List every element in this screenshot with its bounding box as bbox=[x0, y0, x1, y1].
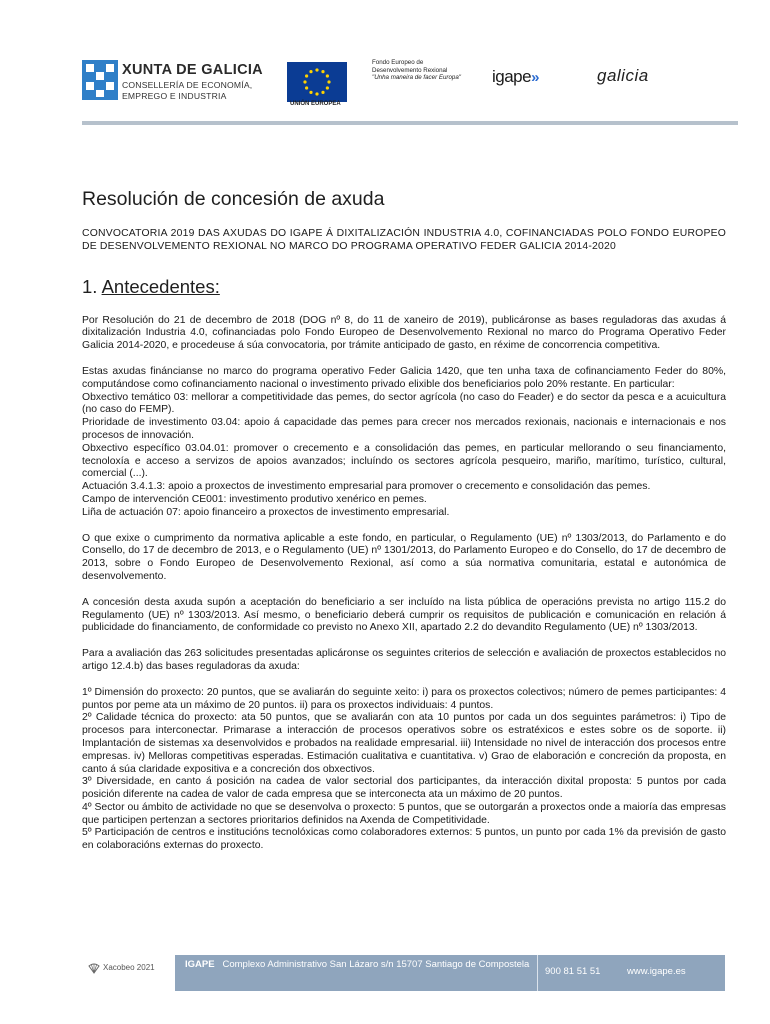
section-title-text: Antecedentes: bbox=[101, 275, 220, 297]
financing-block bbox=[82, 366, 726, 520]
financing-line: Estas axudas fináncianse no marco do programa operativo Feder Galicia 1420, que ten unha taxa de cofinanciamento Feder do 80%, computándose como cofinanciamento nacional o investimento privado elixible dos beneficiarios polo 20% restante. En particular: bbox=[82, 365, 726, 390]
eu-star-icon bbox=[326, 86, 329, 89]
feder-logo-text bbox=[372, 59, 461, 82]
footer-separator bbox=[537, 955, 538, 991]
financing-line: Campo de intervención CE001: investimento produtivo xenérico en pemes. bbox=[82, 493, 427, 505]
eu-stars-icon bbox=[287, 62, 347, 102]
xacobeo-shell-icon bbox=[88, 962, 100, 974]
document-body bbox=[82, 188, 726, 853]
paragraph-evaluation: Para a avaliación das 263 solicitudes presentadas aplicáronse os seguintes criterios de selección e avaliación de proxectos establecidos no artigo 12.4.b) das bases reguladoras da axuda: bbox=[82, 648, 726, 672]
document-title: Resolución de concesión de axuda bbox=[82, 188, 385, 210]
xunta-dept-line-1: CONSELLERÍA DE ECONOMÍA, bbox=[122, 80, 253, 90]
xunta-dept-line-2: EMPREGO E INDUSTRIA bbox=[122, 91, 227, 101]
eu-star-icon bbox=[321, 70, 324, 73]
section-heading bbox=[82, 276, 726, 298]
criteria-item: 4º Sector ou ámbito de actividade no que se desenvolva o proxecto: 5 puntos, que se outorgarán a proxectos onde a maioría das empresas que participen pertenzan a sectores prioritarios definidos na Axenda de Competitividade. bbox=[82, 801, 726, 826]
footer-address bbox=[185, 958, 535, 973]
eu-star-icon bbox=[327, 80, 330, 83]
paragraph-resolution: Por Resolución do 21 de decembro de 2018 (DOG nº 8, do 11 de xaneiro de 2019), publicáronse as bases reguladoras das axudas á dixitalización Industria 4.0, cofinanciadas polo Fondo Europeo de Desenvolvemento Rexional no marco do Programa Operativo Feder Galicia 2014-2020, e procedeuse á súa convocatoria, por trámite anticipado de gasto, en réxime de concorrencia competitiva. bbox=[82, 314, 726, 352]
igape-logo-text: igape bbox=[492, 67, 532, 86]
feder-line-2: Desenvolvemento Rexional bbox=[372, 66, 448, 74]
eu-star-icon bbox=[303, 80, 306, 83]
igape-chevron-icon: » bbox=[531, 69, 539, 86]
footer-contact-band bbox=[175, 955, 725, 991]
criteria-item: 1º Dimensión do proxecto: 20 puntos, que se avaliarán do seguinte xeito: i) para os proxectos colectivos; número de pemes participantes: 4 puntos por peme ata un máximo de 20 puntos. ii) para os proxectos individuais: 4 puntos. bbox=[82, 686, 726, 711]
financing-line: Obxectivo específico 03.04.01: promover o crecemento e a consolidación das pemes, en particular mellorando o seu financiamento, tecnoloxía e acceso a servizos de apoios avanzados; incluíndo os sectores agrícola pesqueiro, mariño, marítimo, turístico, cultural, comercial (...). bbox=[82, 442, 726, 480]
financing-line: Prioridade de investimento 03.04: apoio á capacidade das pemes para crecer nos mercados rexionais, nacionais e internacionais e nos procesos de innovación. bbox=[82, 417, 726, 441]
financing-line: Actuación 3.4.1.3: apoio a proxectos de investimento empresarial para promover o crecemento e consolidación das pemes. bbox=[82, 481, 651, 493]
paragraph-publicity: A concesión desta axuda supón a aceptación do beneficiario a ser incluído na lista pública de operacións prevista no artigo 115.2 do Regulamento (UE) nº 1303/2013. Así mesmo, o beneficiario deberá cumprir os requisitos de publicación e comunicación en relación á publicidade do financiamento, de conformidade co previsto no Anexo XII, apartado 2.2 do devandito Regulamento (UE) nº 1303/2013. bbox=[82, 596, 726, 634]
xunta-name: XUNTA DE GALICIA bbox=[122, 62, 263, 78]
footer-igape-label: IGAPE bbox=[185, 959, 215, 970]
convocatoria-heading: CONVOCATORIA 2019 DAS AXUDAS DO IGAPE Á DIXITALIZACIÓN INDUSTRIA 4.0, COFINANCIADAS POLO FONDO EUROPEO DE DESENVOLVEMENTO REXIONAL NO MARCO DO PROGRAMA OPERATIVO FEDER GALICIA 2014-2020 bbox=[82, 228, 726, 252]
xacobeo-text: Xacobeo 2021 bbox=[103, 963, 155, 973]
footer-website-link[interactable]: www.igape.es bbox=[627, 966, 686, 977]
eu-star-icon bbox=[326, 74, 329, 77]
xunta-shield-logo bbox=[82, 60, 118, 100]
financing-line: Obxectivo temático 03: mellorar a competitividade das pemes, do sector agrícola (no caso do Feader) e do sector da pesca e a acuicultura (no caso do FEMP). bbox=[82, 391, 726, 416]
eu-star-icon bbox=[309, 70, 312, 73]
eu-star-icon bbox=[315, 92, 318, 95]
criteria-list bbox=[82, 687, 726, 853]
financing-line: Liña de actuación 07: apoio financeiro a proxectos de investimento empresarial. bbox=[82, 506, 450, 518]
eu-star-icon bbox=[315, 68, 318, 71]
xunta-department bbox=[122, 80, 252, 102]
eu-flag-logo bbox=[287, 62, 347, 102]
page-header bbox=[0, 0, 770, 125]
igape-logo bbox=[492, 67, 539, 87]
feder-motto: "Unha maneira de facer Europa" bbox=[372, 74, 462, 81]
xacobeo-logo bbox=[88, 962, 155, 974]
eu-caption: UNIÓN EUROPEA bbox=[290, 101, 341, 107]
section-number: 1. bbox=[82, 275, 102, 297]
feder-line-1: Fondo Europeo de bbox=[372, 59, 424, 66]
eu-star-icon bbox=[305, 86, 308, 89]
footer-address-text: Complexo Administrativo San Lázaro s/n 15707 Santiago de Compostela bbox=[222, 959, 530, 970]
footer-phone[interactable]: 900 81 51 51 bbox=[545, 966, 601, 977]
galicia-logo: galicia bbox=[597, 66, 649, 85]
criteria-item: 5º Participación de centros e institucións tecnolóxicas como colaboradores externos: 5 puntos, un punto por cada 1% da previsión de gasto en colaboracións externas do proxecto. bbox=[82, 827, 726, 852]
eu-star-icon bbox=[321, 91, 324, 94]
paragraph-regulation: O que exixe o cumprimento da normativa aplicable a este fondo, en particular, o Regulamento (UE) nº 1303/2013, do Parlamento e do Consello, do 17 de decembro de 2013, e o Regulamento (UE) nº 1301/2013, do Parlamento Europeo e do Consello, do 17 de decembro de 2013, sobre o Fondo Europeo de Desenvolvemento Rexional, así como a súa normativa comunitaria, estatal e autonómica de desenvolvemento. bbox=[82, 532, 726, 582]
eu-star-icon bbox=[305, 74, 308, 77]
header-divider bbox=[82, 121, 738, 125]
criteria-item: 2º Calidade técnica do proxecto: ata 50 puntos, que se avaliarán con ata 10 puntos por cada un dos seguintes parámetros: i) Tipo de procesos para interconectar. Primarase a interacción de procesos operativos sobre os estratéxicos e estes sobre os de soporte. ii) Implantación de sistemas xa desenvolvidos e probados na realidade empresarial. iii) Intensidade no nivel de interacción dos procesos entre empresas. iv) Melloras competitivas esperadas. Estimación cualitativa e cuantitativa. v) Grao de elaboración e concreción da proposta, en canto á súa claridade expositiva e a concreción dos obxectivos. bbox=[82, 712, 726, 775]
criteria-item: 3º Diversidade, en canto á posición na cadea de valor sectorial dos participantes, da interacción dixital proposta: 5 puntos por cada posición diferente na cadea de valor de cada empresa que se interconecta ata un máximo de 20 puntos. bbox=[82, 776, 726, 801]
eu-star-icon bbox=[309, 91, 312, 94]
